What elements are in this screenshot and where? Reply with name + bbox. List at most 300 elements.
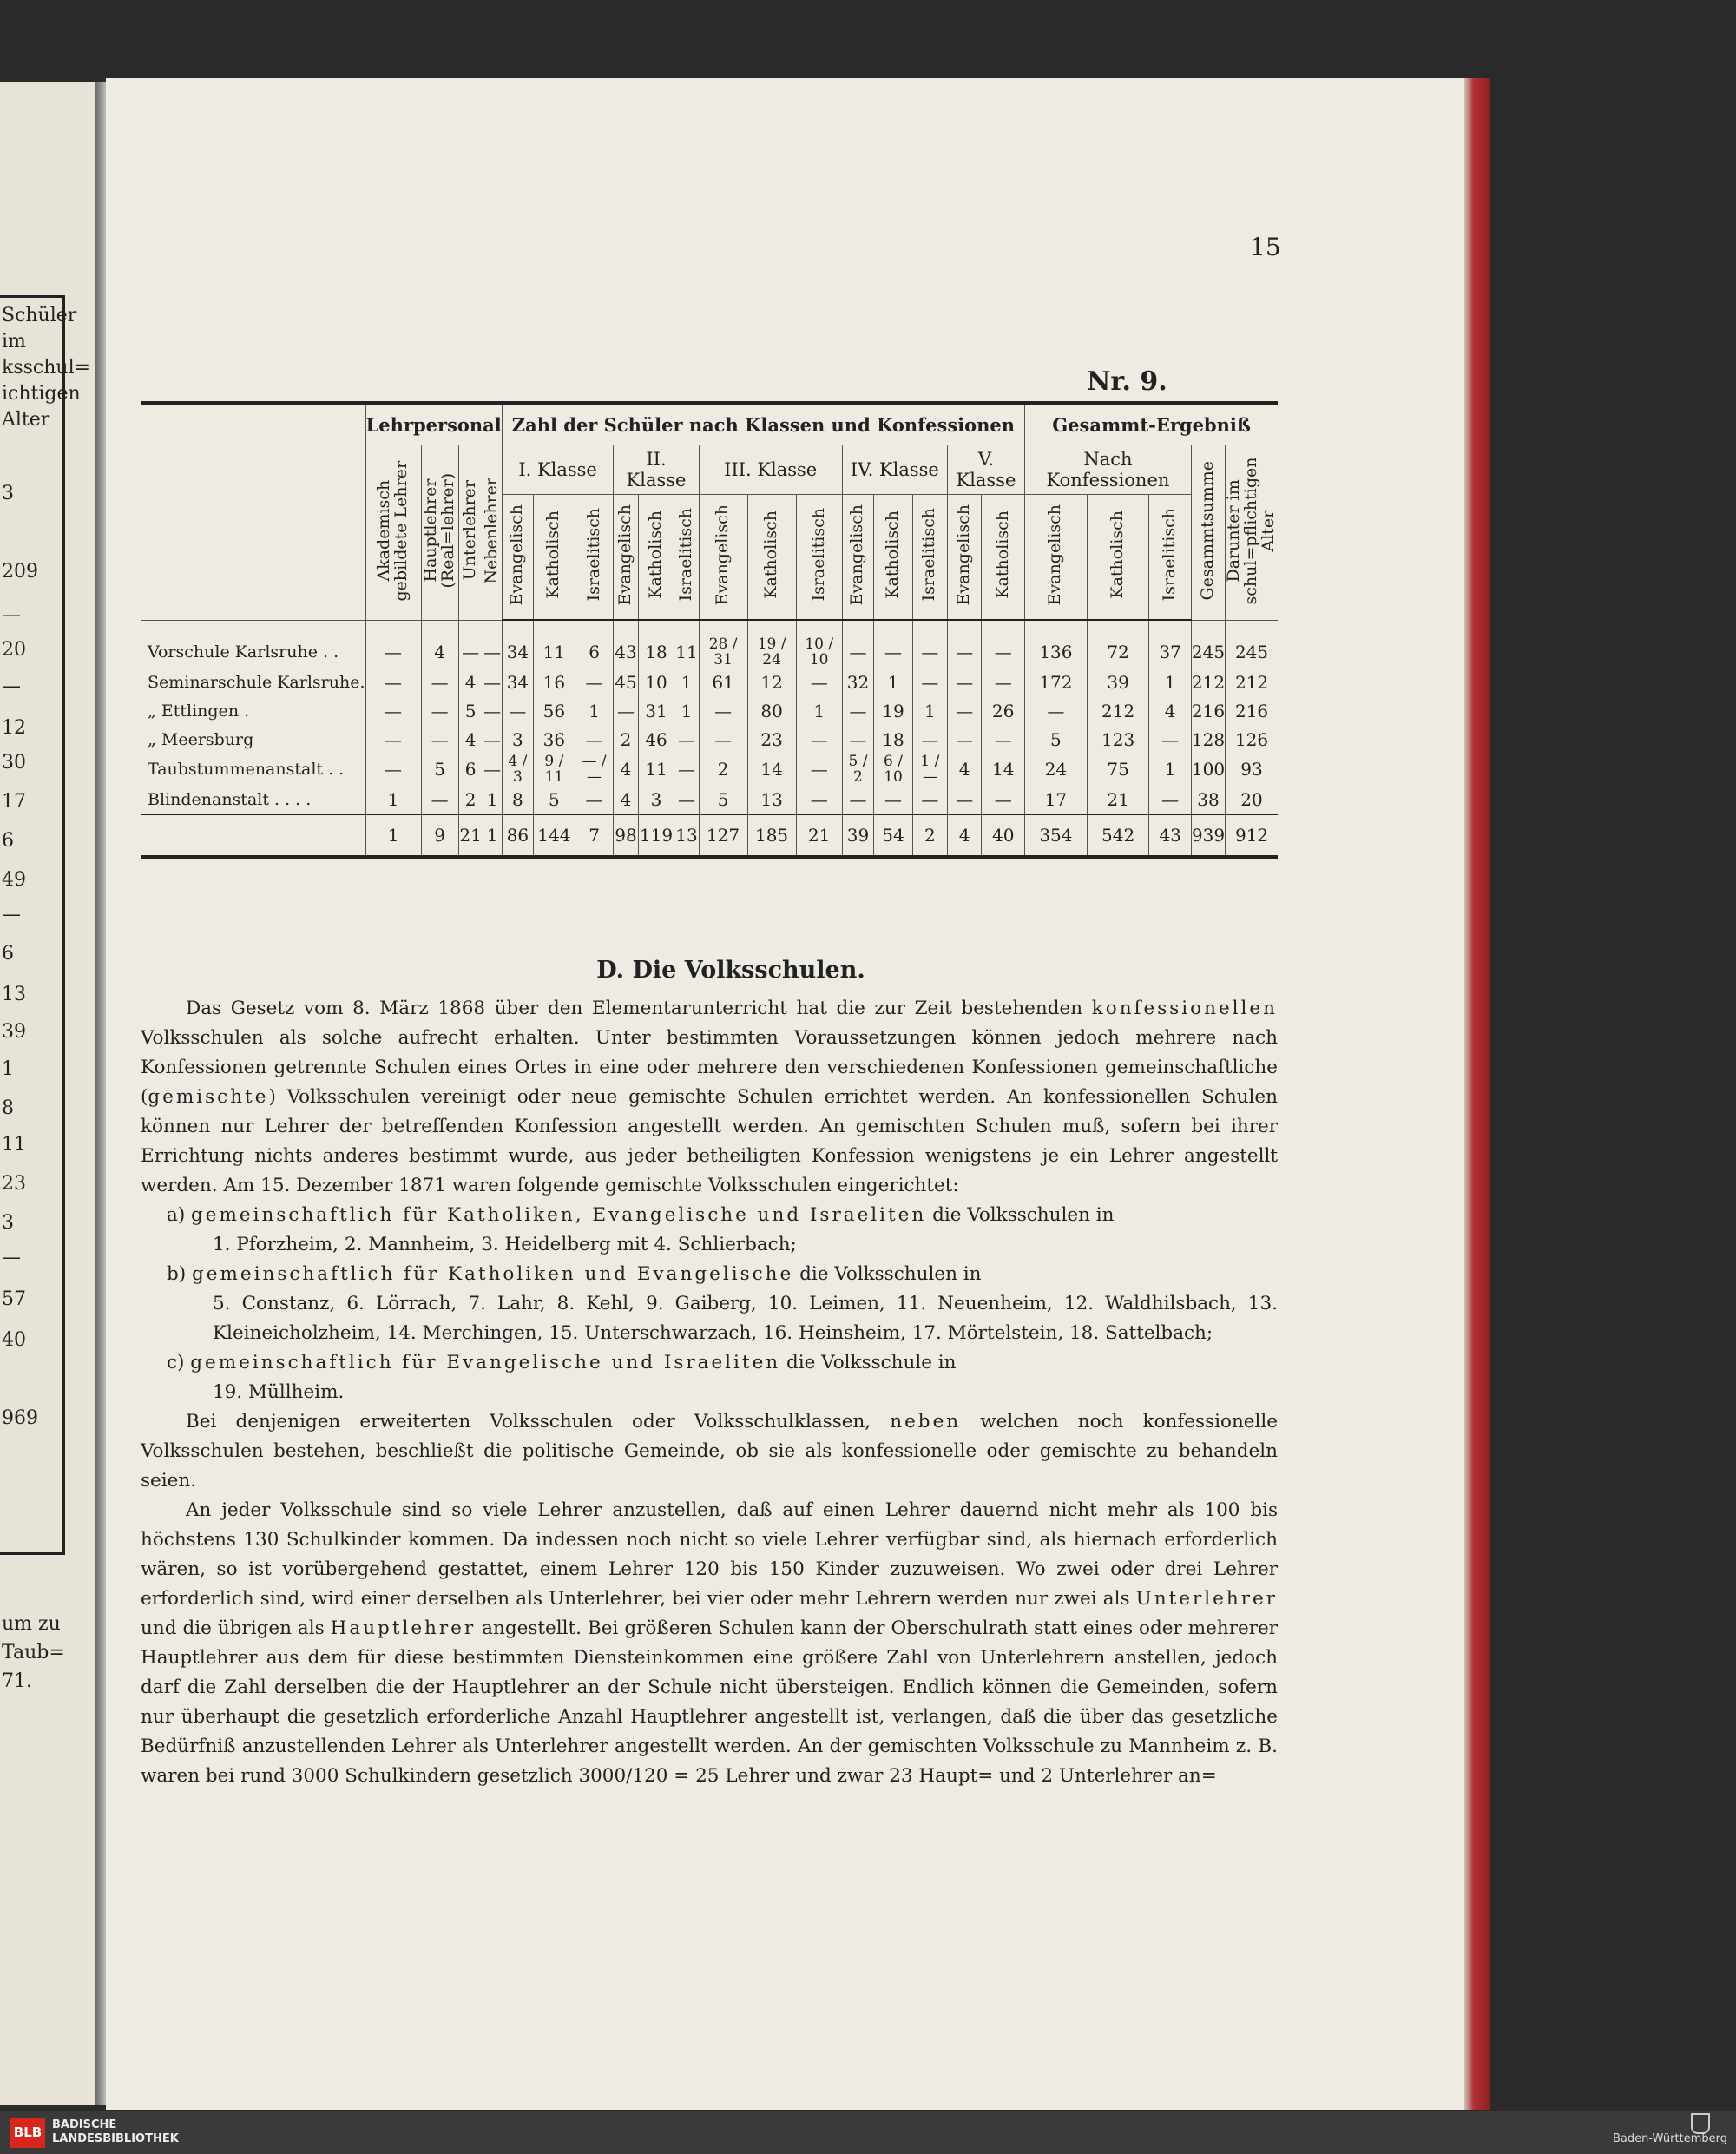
col-akademisch: Akademisch gebildete Lehrer [374, 459, 411, 601]
text-run: Das Gesetz vom 8. März 1868 über den Elementarunterricht hat die zur Zeit bestehenden [186, 998, 1092, 1019]
table-cell: — [575, 668, 614, 696]
table-cell: — [365, 696, 421, 725]
table-cell: — [796, 754, 842, 785]
table-cell: 23 [747, 725, 796, 754]
table-cell: 1 [483, 814, 502, 857]
left-page-fragment-text: 49 [2, 869, 26, 891]
konfession-label: Evangelisch [615, 504, 635, 606]
table-cell: 4 [1149, 696, 1191, 725]
table-cell: 912 [1226, 814, 1278, 857]
table-cell: 172 [1025, 668, 1088, 696]
table-cell: — [674, 725, 699, 754]
section-title: D. Die Volksschulen. [596, 957, 865, 984]
table-cell: 56 [534, 696, 575, 725]
table-row [141, 814, 1278, 857]
text-run: Bei denjenigen erweiterten Volksschulen oder Volksschulklassen, [186, 1411, 891, 1433]
table-cell: 3 [502, 725, 533, 754]
table-cell: — [421, 785, 458, 814]
table-cell: 542 [1087, 814, 1149, 857]
table-cell: 43 [1149, 814, 1191, 857]
table-cell: — [483, 696, 502, 725]
page-number: 15 [1250, 233, 1281, 261]
left-page-fragment-text: Alter [2, 409, 50, 431]
table-cell: 21 [796, 814, 842, 857]
table-cell: 354 [1025, 814, 1088, 857]
konfession-label: Evangelisch [847, 504, 867, 606]
konfession-header [575, 495, 614, 621]
table-cell: — [842, 636, 873, 668]
text-run: ) Volksschulen vereinigt oder neue gemischte Schulen errichtet werden. An konfessionellen Schulen können nur Lehrer der betreffenden Konfession angestellt werden. An gemischten Schulen muß, sofern bei ihrer Errichtung nichts anderes bestimmt wurde, aus jeder betheiligten Konfession wenigstens je ein Lehrer angestellt werden. Am 15. Dezember 1871 waren folgende gemischte Volksschulen eingerichtet: [141, 1086, 1278, 1196]
table-cell: — [982, 636, 1025, 668]
emphasized-text: konfessionellen [1091, 998, 1278, 1019]
table-cell: — [947, 725, 981, 754]
left-page-fragment-text: 30 [2, 752, 26, 774]
table-cell: 16 [534, 668, 575, 696]
table-cell: 26 [982, 696, 1025, 725]
table-cell: 21 [1087, 785, 1149, 814]
left-page-fragment-text: 12 [2, 717, 26, 739]
konfession-label: Israelitisch [583, 508, 603, 602]
table-cell: — [947, 785, 981, 814]
table-cell: 4 [458, 668, 483, 696]
table-cell: 4 [614, 754, 638, 785]
col-unterlehrer: Unterlehrer [460, 480, 480, 581]
table-cell: 5 / 2 [842, 754, 873, 785]
table-cell: — [458, 636, 483, 668]
table-cell: 1 / — [912, 754, 947, 785]
book-edge [1464, 78, 1490, 2110]
text-run: An jeder Volksschule sind so viele Lehrer anzustellen, daß auf einen Lehrer dauernd nicht mehr als 100 bis höchstens 130 Schulkinder kommen. Da indessen noch nicht so viele Lehrer verfügbar sind, als hiernach erforderlich wären, so ist vorübergehend gestattet, einem Lehrer 120 bis 150 Kinder zuzuweisen. Wo zwei oder drei Lehrer erforderlich sind, wird einer derselben als Unterlehrer, bei vier oder mehr Lehrern werden nur zwei als [141, 1499, 1278, 1610]
konfession-label: Katholisch [646, 511, 666, 599]
konfession-label: Evangelisch [713, 504, 733, 606]
table-cell: — [842, 785, 873, 814]
table-cell: 36 [534, 725, 575, 754]
table-number: Nr. 9. [1087, 366, 1167, 397]
table-cell: — [483, 668, 502, 696]
text-run: b) [167, 1263, 192, 1285]
table-cell: 9 [421, 814, 458, 857]
left-page-fragment-text: 8 [2, 1097, 14, 1119]
table-cell: 1 [365, 814, 421, 857]
table-cell: 1 [674, 696, 699, 725]
klasse-2-header: II. Klasse [614, 445, 699, 495]
konfession-label: Katholisch [1108, 511, 1128, 599]
table-cell: 185 [747, 814, 796, 857]
table-cell: — [483, 754, 502, 785]
table-cell: — [421, 668, 458, 696]
row-label: „ Meersburg [148, 729, 254, 749]
konfession-label: Israelitisch [675, 508, 695, 602]
text-run: a) [167, 1204, 192, 1226]
table-cell: — [674, 785, 699, 814]
table-cell: 43 [614, 636, 638, 668]
table-cell: 6 [575, 636, 614, 668]
konfession-header [982, 495, 1025, 621]
left-page-fragment-text: 23 [2, 1173, 26, 1195]
table-cell: — [1149, 785, 1191, 814]
left-page-fragment-text: 6 [2, 943, 14, 965]
footer-region: Baden-Württemberg [1613, 2132, 1727, 2145]
library-name-line2: LANDESBIBLIOTHEK [52, 2132, 179, 2145]
left-page-fragment-text: ksschul= [2, 357, 91, 379]
table-cell: — [365, 754, 421, 785]
table-cell: 39 [1087, 668, 1149, 696]
table-cell: 19 [874, 696, 913, 725]
table-cell: — [699, 696, 747, 725]
emphasized-text: Unterlehrer [1135, 1588, 1278, 1610]
klasse-5-header: V. Klasse [947, 445, 1024, 495]
table-cell: 9 / 11 [534, 754, 575, 785]
table-cell: 4 [458, 725, 483, 754]
table-cell: 12 [747, 668, 796, 696]
right-page [106, 78, 1464, 2110]
table-cell: 37 [1149, 636, 1191, 668]
left-page-fragment-text: 13 [2, 984, 26, 1005]
table-cell: — [947, 696, 981, 725]
konfession-label: Evangelisch [507, 504, 527, 606]
emphasized-text: gemeinschaftlich für Katholiken, Evangelische und Israeliten [191, 1204, 927, 1226]
paragraph [141, 1201, 1278, 1230]
table-cell: — [1025, 696, 1088, 725]
table-cell: 1 [365, 785, 421, 814]
table-cell: 75 [1087, 754, 1149, 785]
table-cell: — [483, 636, 502, 668]
table-cell: — [674, 754, 699, 785]
table-cell: 939 [1191, 814, 1225, 857]
row-label: Blindenanstalt . . . . [148, 789, 312, 809]
konfession-header [638, 495, 674, 621]
konfession-label: Katholisch [761, 511, 781, 599]
left-page-fragment-text: 57 [2, 1288, 26, 1310]
col-nebenlehrer: Nebenlehrer [482, 477, 502, 583]
table-cell: 128 [1191, 725, 1225, 754]
table-cell: 212 [1087, 696, 1149, 725]
konfession-header [1149, 495, 1191, 621]
paragraph [141, 1407, 1278, 1496]
left-page-fragment-text: 969 [2, 1407, 38, 1429]
konfession-header [534, 495, 575, 621]
table-cell: — [421, 725, 458, 754]
table-cell: 34 [502, 668, 533, 696]
table-cell: — [365, 668, 421, 696]
table-cell: 18 [638, 636, 674, 668]
paragraph [141, 1378, 1278, 1407]
table-cell: — [947, 636, 981, 668]
library-name-line1: BADISCHE [52, 2118, 117, 2131]
body-text [141, 994, 1278, 1791]
table-cell: 40 [982, 814, 1025, 857]
left-page-fragment-text: 3 [2, 1212, 14, 1234]
table-cell: — [874, 636, 913, 668]
table-cell: — [365, 636, 421, 668]
left-page-fragment-text: — [2, 604, 21, 626]
table-cell: 4 [947, 754, 981, 785]
table-cell: 245 [1191, 636, 1225, 668]
konfession-header [614, 495, 638, 621]
row-label: Vorschule Karlsruhe . . [148, 642, 339, 662]
konfession-label: Katholisch [883, 511, 903, 599]
paragraph [141, 994, 1278, 1201]
konfession-header [502, 495, 533, 621]
table-cell: 144 [534, 814, 575, 857]
table-cell: 1 [1149, 754, 1191, 785]
table-cell: 1 [483, 785, 502, 814]
konfession-label: Israelitisch [1160, 508, 1180, 602]
table-cell: 1 [912, 696, 947, 725]
table-cell: 80 [747, 696, 796, 725]
row-label: „ Ettlingen . [148, 701, 250, 721]
left-page-fragment-text: 40 [2, 1329, 26, 1351]
spacer-row [141, 620, 1278, 636]
table-row [141, 725, 1278, 754]
text-run: 1. Pforzheim, 2. Mannheim, 3. Heidelberg mit 4. Schlierbach; [213, 1234, 797, 1255]
table-cell: 6 / 10 [874, 754, 913, 785]
paragraph [141, 1260, 1278, 1289]
row-label-header [141, 403, 365, 620]
emphasized-text: Hauptlehrer [330, 1617, 477, 1639]
konfession-header [874, 495, 913, 621]
footer-bar [0, 2111, 1736, 2154]
table-cell: 14 [982, 754, 1025, 785]
left-page-fragment-text: Schüler [2, 305, 77, 326]
table-cell: 245 [1226, 636, 1278, 668]
left-page-fragment-text: 71. [2, 1670, 32, 1692]
table-cell: 4 [421, 636, 458, 668]
table-cell: — / — [575, 754, 614, 785]
table-cell: — [614, 696, 638, 725]
table-cell: 86 [502, 814, 533, 857]
left-page-fragment-text: — [2, 1247, 21, 1268]
table-cell: 45 [614, 668, 638, 696]
table-cell: 17 [1025, 785, 1088, 814]
table-cell: 39 [842, 814, 873, 857]
col-hauptlehrer: Hauptlehrer (Real=lehrer) [420, 472, 457, 589]
left-page-fragment-text: 17 [2, 791, 26, 813]
table-cell: 119 [638, 814, 674, 857]
table-cell: 3 [638, 785, 674, 814]
table-cell: 216 [1191, 696, 1225, 725]
table-cell: 11 [638, 754, 674, 785]
table-cell: 72 [1087, 636, 1149, 668]
table-cell: — [874, 785, 913, 814]
table-cell: 5 [458, 696, 483, 725]
paragraph [141, 1496, 1278, 1791]
table-cell: 216 [1226, 696, 1278, 725]
col-darunter: Darunter im schul=pflichtigen Alter [1224, 456, 1278, 604]
klasse-1-header: I. Klasse [502, 445, 614, 495]
konfession-label: Israelitisch [808, 508, 828, 602]
table-cell: — [912, 668, 947, 696]
konfession-header [674, 495, 699, 621]
paragraph [141, 1289, 1278, 1348]
bw-shield-icon [1691, 2113, 1710, 2134]
table-cell: 10 / 10 [796, 636, 842, 668]
table-cell: 126 [1226, 725, 1278, 754]
table-cell: 5 [534, 785, 575, 814]
table-cell: — [575, 725, 614, 754]
group-header-ergebnis: Gesammt-Ergebniß [1025, 403, 1278, 445]
konfession-header [796, 495, 842, 621]
table-cell: — [575, 785, 614, 814]
table-cell: — [842, 696, 873, 725]
left-page-fragment-text: 6 [2, 830, 14, 852]
table-cell: — [1149, 725, 1191, 754]
table-cell: 93 [1226, 754, 1278, 785]
left-page-fragment-text: ichtigen [2, 383, 81, 405]
table-cell: 2 [912, 814, 947, 857]
table-cell: — [842, 725, 873, 754]
table-cell: — [796, 785, 842, 814]
table-body [141, 620, 1278, 857]
book-spine [95, 82, 106, 2105]
table-row [141, 754, 1278, 785]
table-cell: — [483, 725, 502, 754]
table-cell: 127 [699, 814, 747, 857]
row-label: Seminarschule Karlsruhe. [148, 672, 365, 692]
left-page-fragment-text: 3 [2, 483, 14, 504]
text-run: die Volksschule in [780, 1352, 957, 1373]
left-page-fragment-text: 39 [2, 1021, 26, 1043]
group-header-schueler: Zahl der Schüler nach Klassen und Konfessionen [502, 403, 1024, 445]
text-run: und die übrigen als [141, 1617, 331, 1639]
col-gesammtsumme: Gesammtsumme [1198, 460, 1217, 600]
table-row [141, 785, 1278, 814]
konfession-header [1025, 495, 1088, 621]
table-cell: 34 [502, 636, 533, 668]
table-cell: 4 [614, 785, 638, 814]
table-cell: — [982, 668, 1025, 696]
table-row [141, 636, 1278, 668]
table-cell: — [947, 668, 981, 696]
emphasized-text: gemischte [148, 1086, 269, 1108]
table-cell: 98 [614, 814, 638, 857]
table-cell: 1 [1149, 668, 1191, 696]
table-cell: 2 [458, 785, 483, 814]
left-page-fragment-text: um zu [2, 1613, 61, 1635]
left-page-fragment [0, 82, 96, 2105]
left-page-fragment-text: 20 [2, 639, 26, 661]
table-cell: 4 [947, 814, 981, 857]
table-cell: 24 [1025, 754, 1088, 785]
table-cell: — [912, 636, 947, 668]
table-cell: 123 [1087, 725, 1149, 754]
table-cell: 8 [502, 785, 533, 814]
table-cell: 11 [534, 636, 575, 668]
table-cell: 5 [421, 754, 458, 785]
library-name [52, 2118, 179, 2146]
table-cell: 19 / 24 [747, 636, 796, 668]
table-cell: — [982, 725, 1025, 754]
text-run: die Volksschulen in [926, 1204, 1115, 1226]
table-cell: 38 [1191, 785, 1225, 814]
text-run: die Volksschulen in [793, 1263, 982, 1285]
table-cell: 6 [458, 754, 483, 785]
emphasized-text: gemeinschaftlich für Katholiken und Evangelische [192, 1263, 794, 1285]
text-run: welchen noch konfessionelle Volksschulen bestehen, beschließt die politische Gemeinde, ob sie als konfessionelle oder gemischte zu behandeln seien. [141, 1411, 1278, 1492]
table-cell: — [912, 725, 947, 754]
konfession-label: Evangelisch [954, 504, 974, 606]
table-cell: 46 [638, 725, 674, 754]
text-run: angestellt. Bei größeren Schulen kann der Oberschulrath statt eines oder mehrerer Hauptlehrer aus dem für diese bestimmten Diensteinkommen eine größere Zahl von Unterlehrern anstellen, jedoch darf die Zahl derselben die der Hauptlehrer an der Schule nicht übersteigen. Endlich können die Gemeinden, sofern nur überhaupt die gesetzlich erforderliche Anzahl Hauptlehrer angestellt ist, verlangen, daß die über das gesetzliche Bedürfniß anzustellenden Lehrer als Unterlehrer angestellt werden. An der gemischten Volksschule zu Mannheim z. B. waren bei rund 3000 Schulkindern gesetzlich 3000/120 = 25 Lehrer und zwar 23 Haupt= und 2 Unterlehrer an= [141, 1617, 1278, 1787]
konfession-label: Israelitisch [919, 508, 939, 602]
konfession-header [747, 495, 796, 621]
table-cell: — [982, 785, 1025, 814]
left-page-fragment-text: im [2, 331, 26, 352]
table-cell: 2 [699, 754, 747, 785]
table-row [141, 668, 1278, 696]
paragraph [141, 1230, 1278, 1260]
table-cell: 61 [699, 668, 747, 696]
table-cell: 4 / 3 [502, 754, 533, 785]
table-cell: — [796, 725, 842, 754]
left-page-fragment-text: 209 [2, 561, 38, 583]
table-cell: 13 [674, 814, 699, 857]
blb-logo: BLB [10, 2118, 45, 2148]
table-cell: 13 [747, 785, 796, 814]
left-page-fragment-text: 11 [2, 1134, 26, 1156]
table-cell: 21 [458, 814, 483, 857]
table-cell: 212 [1191, 668, 1225, 696]
konfession-header [1087, 495, 1149, 621]
table-cell: 1 [575, 696, 614, 725]
konfession-header [842, 495, 873, 621]
konfession-header [947, 495, 981, 621]
group-header-lehrpersonal: Lehrpersonal [365, 403, 502, 445]
table-row [141, 696, 1278, 725]
table-cell: 1 [796, 696, 842, 725]
emphasized-text: gemeinschaftlich für Evangelische und Israeliten [190, 1352, 781, 1373]
konfession-label: Katholisch [992, 511, 1012, 599]
text-run: 19. Müllheim. [213, 1381, 345, 1403]
klasse-4-header: IV. Klasse [842, 445, 947, 495]
table-cell: 5 [1025, 725, 1088, 754]
table-cell: 31 [638, 696, 674, 725]
table-cell: 18 [874, 725, 913, 754]
table-cell: 5 [699, 785, 747, 814]
table-cell: — [502, 696, 533, 725]
table-cell: 20 [1226, 785, 1278, 814]
table-cell: 14 [747, 754, 796, 785]
table-cell: — [912, 785, 947, 814]
table-cell: 7 [575, 814, 614, 857]
table-cell: — [699, 725, 747, 754]
table-cell: 28 / 31 [699, 636, 747, 668]
text-run: c) [167, 1352, 191, 1373]
table-cell: 100 [1191, 754, 1225, 785]
table-cell: 1 [674, 668, 699, 696]
table-cell: 11 [674, 636, 699, 668]
statistics-table [141, 401, 1278, 859]
konfession-header [699, 495, 747, 621]
left-page-fragment-text: — [2, 904, 21, 925]
konfession-label: Evangelisch [1045, 504, 1065, 606]
klasse-3-header: III. Klasse [699, 445, 842, 495]
row-label [141, 814, 365, 857]
table-cell: 2 [614, 725, 638, 754]
table-cell: 54 [874, 814, 913, 857]
left-page-fragment-text: Taub= [2, 1642, 65, 1663]
konfession-header [912, 495, 947, 621]
paragraph [141, 1348, 1278, 1378]
table-cell: — [365, 725, 421, 754]
nach-konfessionen-header: Nach Konfessionen [1025, 445, 1192, 495]
left-page-fragment-text: 1 [2, 1058, 14, 1080]
text-run: 5. Constanz, 6. Lörrach, 7. Lahr, 8. Kehl, 9. Gaiberg, 10. Leimen, 11. Neuenheim, 12. Waldhilsbach, 13. Kleineicholzheim, 14. Merchingen, 15. Unterschwarzach, 16. Heinsheim, 17. Mörtelstein, 18. Sattelbach; [213, 1293, 1278, 1344]
table-cell: 32 [842, 668, 873, 696]
table-cell: 212 [1226, 668, 1278, 696]
table-cell: 136 [1025, 636, 1088, 668]
table-cell: — [421, 696, 458, 725]
